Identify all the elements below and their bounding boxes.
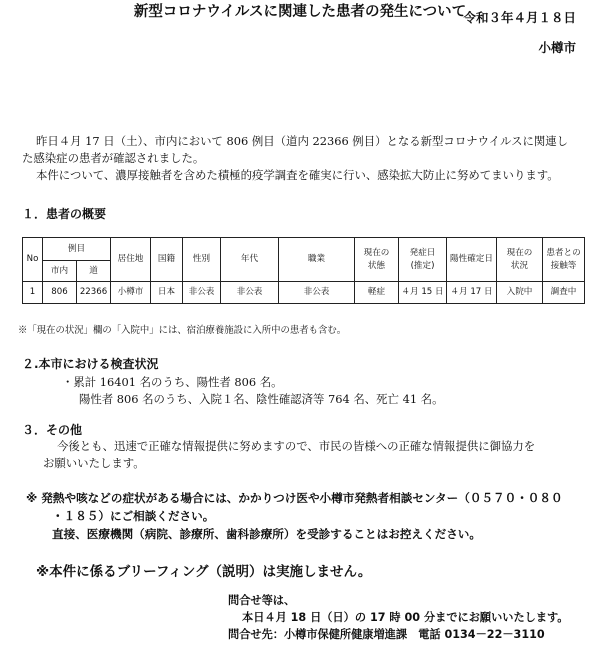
cell-sex: 非公表: [183, 282, 221, 304]
cell-residence: 小樽市: [111, 282, 151, 304]
header-occupation: 職業: [279, 238, 355, 282]
header-hokkaido-case: 道: [77, 261, 111, 282]
header-onset-line-2: (推定): [410, 260, 435, 271]
section-2-line-1: ・累計 16401 名のうち、陽性者 806 名。: [62, 375, 283, 389]
patient-table: [22, 237, 585, 304]
cell-contacts: 調査中: [543, 282, 585, 304]
header-nationality: 国籍: [151, 238, 183, 282]
table-row: [23, 282, 585, 304]
header-onset: [399, 238, 447, 282]
header-contacts-line-1: 患者との: [546, 247, 581, 258]
symptom-notice-line-1: ※ 発熱や咳などの症状がある場合には、かかりつけ医や小樽市発熱者相談センター（０５７０・０８０: [26, 491, 563, 505]
page-title: 新型コロナウイルスに関連した患者の発生について: [133, 4, 467, 20]
header-status-line-1: 現在の: [506, 247, 533, 258]
intro-line-1: 昨日４月 17 日（土）、市内において 806 例目（道内 22366 例目）となる新型コロナウイルスに関連し: [36, 134, 569, 148]
document-date: 令和３年４月１８日: [463, 10, 576, 25]
header-positive-date: 陽性確定日: [447, 238, 497, 282]
section-2-heading: ２.本市における検査状況: [22, 357, 159, 371]
intro-line-3: 本件について、濃厚接触者を含めた積極的疫学調査を確実に行い、感染拡大防止に努めてまいります。: [36, 168, 559, 182]
symptom-notice-line-2: ・１８５）にご相談ください。: [52, 509, 215, 523]
cell-status: 入院中: [497, 282, 543, 304]
intro-line-2: た感染症の患者が確認されました。: [22, 151, 205, 165]
issuer-city: 小樽市: [538, 40, 576, 55]
cell-age: 非公表: [221, 282, 279, 304]
cell-condition: 軽症: [355, 282, 399, 304]
table-note: ※「現在の状況」欄の「入院中」には、宿泊療養施設に入所中の患者も含む。: [18, 325, 347, 336]
header-contacts-line-2: 接触等: [550, 260, 577, 271]
contact-info: 問合せ先：小樽市保健所健康増進課 電話 0134－22－3110: [228, 628, 545, 641]
header-contacts: [543, 238, 585, 282]
header-no: No: [23, 238, 43, 282]
cell-no: 1: [23, 282, 43, 304]
section-1-heading: １．患者の概要: [22, 207, 107, 221]
header-status-line-2: 状況: [510, 260, 529, 271]
cell-city-case: 806: [43, 282, 77, 304]
header-onset-line-1: 発症日: [409, 247, 436, 258]
header-status: [497, 238, 543, 282]
symptom-notice-line-3: 直接、医療機関（病院、診療所、歯科診療所）を受診することはお控えください。: [52, 527, 481, 541]
briefing-notice: ※本件に係るブリーフィング（説明）は実施しません。: [36, 564, 372, 580]
section-3-line-2: お願いいたします。: [43, 456, 145, 470]
cell-hokkaido-case: 22366: [77, 282, 111, 304]
header-age: 年代: [221, 238, 279, 282]
cell-occupation: 非公表: [279, 282, 355, 304]
header-sex: 性別: [183, 238, 221, 282]
cell-onset: ４月 15 日: [399, 282, 447, 304]
header-condition-line-1: 現在の: [363, 247, 390, 258]
header-residence: 居住地: [111, 238, 151, 282]
contact-deadline: 本日４月 18 日（日）の 17 時 00 分までにお願いいたします。: [242, 611, 569, 624]
header-case: 例目: [43, 238, 111, 261]
section-3-line-1: 今後とも、迅速で正確な情報提供に努めますので、市民の皆様への正確な情報提供に御協力を: [57, 439, 536, 453]
cell-positive-date: ４月 17 日: [447, 282, 497, 304]
cell-nationality: 日本: [151, 282, 183, 304]
table-header-row: [23, 238, 585, 261]
section-3-heading: ３．その他: [22, 423, 83, 437]
header-condition: [355, 238, 399, 282]
contact-line-1: 問合せ等は、: [228, 594, 296, 607]
header-city-case: 市内: [43, 261, 77, 282]
section-2-line-2: 陽性者 806 名のうち、入院１名、陰性確認済等 764 名、死亡 41 名。: [79, 392, 444, 406]
header-condition-line-2: 状態: [367, 260, 386, 271]
